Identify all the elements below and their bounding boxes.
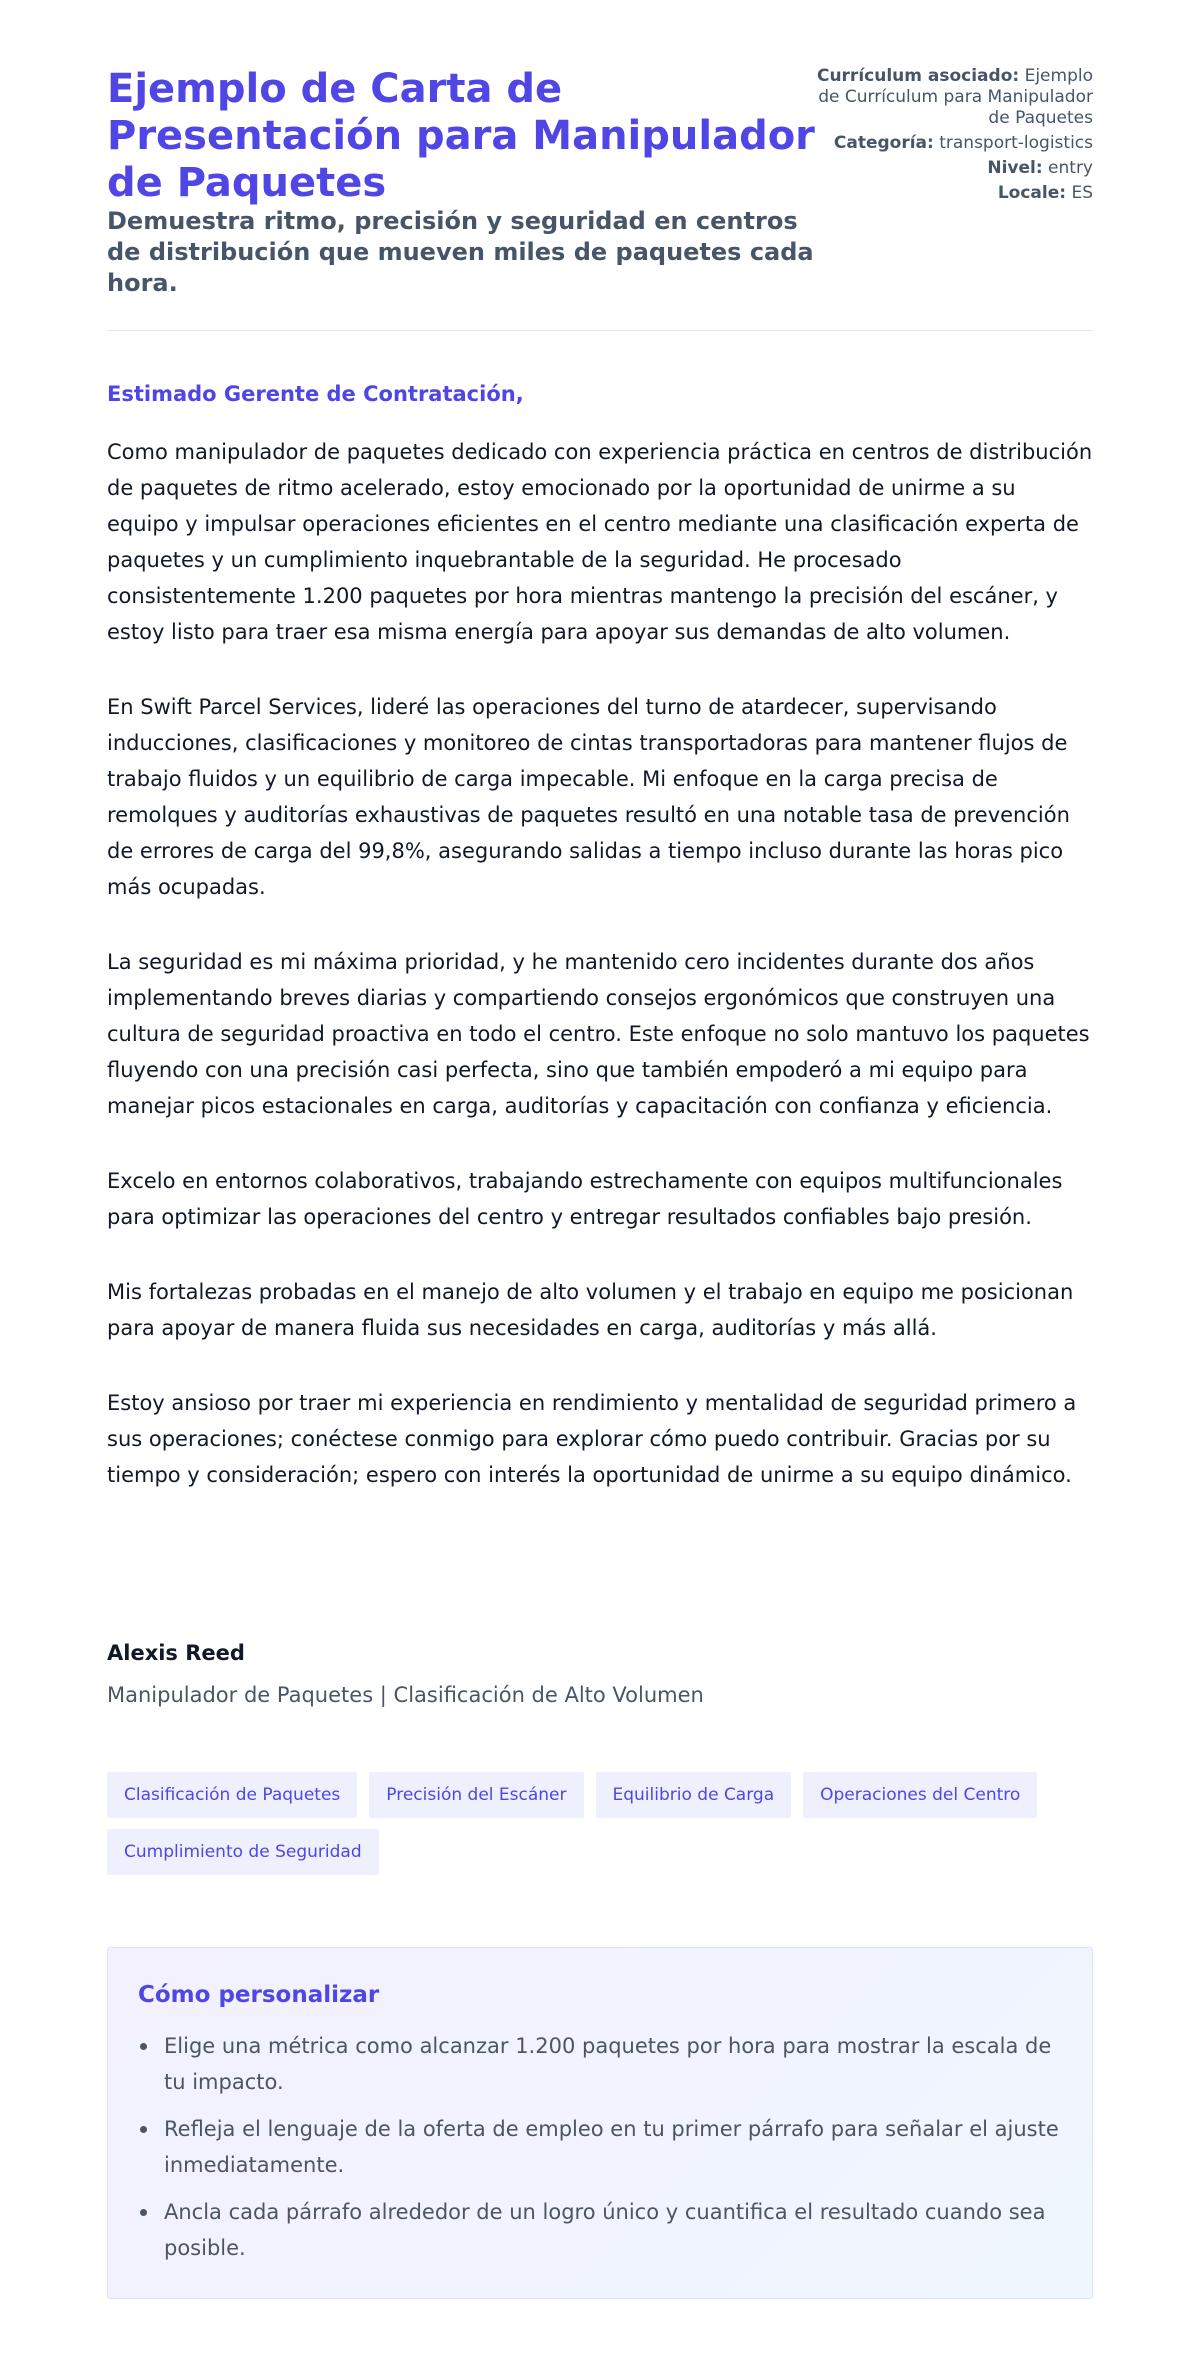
tip-text: Ancla cada párrafo alrededor de un logro único y cuantifica el resultado cuando sea posible. <box>164 2200 1046 2260</box>
meta-label: Nivel: <box>987 158 1043 178</box>
bullet-icon <box>140 2126 147 2133</box>
meta-label: Categoría: <box>833 133 934 153</box>
letter-paragraph: En Swift Parcel Services, lideré las operaciones del turno de atardecer, supervisando inducciones, clasificaciones y monitoreo de cintas transportadoras para mantener flujos de trabajo fluidos y un equilibrio de carga impecable. Mi enfoque en la carga precisa de remolques y auditorías exhaustivas de paquetes resultó en una notable tasa de prevención de errores de carga del 99,8%, asegurando salidas a tiempo incluso durante las horas pico más ocupadas. <box>107 695 1070 899</box>
tip-text: Elige una métrica como alcanzar 1.200 paquetes por hora para mostrar la escala de tu impacto. <box>164 2034 1052 2094</box>
meta-related-resume <box>793 66 1093 129</box>
letter-paragraph: Estoy ansioso por traer mi experiencia en rendimiento y mentalidad de seguridad primero a sus operaciones; conéctese conmigo para explorar cómo puedo contribuir. Gracias por su tiempo y consideración; espero con interés la oportunidad de unirme a su equipo dinámico. <box>107 1391 1077 1487</box>
skill-tag: Equilibrio de Carga <box>596 1772 792 1818</box>
tip-item <box>138 2194 1062 2266</box>
page-header <box>107 0 1093 330</box>
tip-item <box>138 2111 1062 2183</box>
tip-item <box>138 2028 1062 2100</box>
skill-tag: Precisión del Escáner <box>369 1772 583 1818</box>
customization-tips-box <box>107 1947 1093 2299</box>
skill-tag: Operaciones del Centro <box>803 1772 1037 1818</box>
bullet-icon <box>140 2209 147 2216</box>
meta-label: Locale: <box>997 183 1067 203</box>
meta-category <box>793 133 1093 154</box>
cover-letter-page <box>107 0 1093 2260</box>
tips-title: Cómo personalizar <box>138 1982 380 2008</box>
letter-paragraph: La seguridad es mi máxima prioridad, y he mantenido cero incidentes durante dos años implementando breves diarias y compartiendo consejos ergonómicos que construyen una cultura de seguridad proactiva en todo el centro. Este enfoque no solo mantuvo los paquetes fluyendo con una precisión casi perfecta, sino que también empoderó a mi equipo para manejar picos estacionales en carga, auditorías y capacitación con confianza y eficiencia. <box>107 950 1090 1118</box>
skill-tag: Cumplimiento de Seguridad <box>107 1829 379 1875</box>
letter-greeting: Estimado Gerente de Contratación, <box>107 382 524 406</box>
letter-paragraph: Como manipulador de paquetes dedicado con experiencia práctica en centros de distribución de paquetes de ritmo acelerado, estoy emocionado por la oportunidad de unirme a su equipo y impulsar operaciones eficientes en el centro mediante una clasificación experta de paquetes y un cumplimiento inquebrantable de la seguridad. He procesado consistentemente 1.200 paquetes por hora mientras mantengo la precisión del escáner, y estoy listo para traer esa misma energía para apoyar sus demandas de alto volumen. <box>107 440 1093 644</box>
header-divider <box>107 330 1093 331</box>
meta-value: ES <box>1071 183 1093 203</box>
page-subtitle: Demuestra ritmo, precisión y seguridad en centros de distribución que mueven miles de paquetes cada hora. <box>107 207 814 297</box>
signature-role: Manipulador de Paquetes | Clasificación de Alto Volumen <box>107 1683 704 1707</box>
meta-locale <box>793 183 1093 204</box>
meta-value: transport-logistics <box>939 133 1093 153</box>
metadata-panel <box>793 66 1093 208</box>
bullet-icon <box>140 2043 147 2050</box>
letter-paragraph: Excelo en entornos colaborativos, trabajando estrechamente con equipos multifuncionales para optimizar las operaciones del centro y entregar resultados confiables bajo presión. <box>107 1169 1063 1229</box>
skill-tags <box>107 1772 1093 1875</box>
page-title: Ejemplo de Carta de Presentación para Manipulador de Paquetes <box>107 66 815 206</box>
meta-label: Currículum asociado: <box>816 66 1020 86</box>
signature-name: Alexis Reed <box>107 1641 245 1665</box>
skill-tag: Clasificación de Paquetes <box>107 1772 357 1818</box>
tip-text: Refleja el lenguaje de la oferta de empleo en tu primer párrafo para señalar el ajuste inmediatamente. <box>164 2117 1059 2177</box>
letter-paragraph: Mis fortalezas probadas en el manejo de alto volumen y el trabajo en equipo me posicionan para apoyar de manera fluida sus necesidades en carga, auditorías y más allá. <box>107 1280 1074 1340</box>
letter-body <box>107 434 1093 1532</box>
meta-value: entry <box>1048 158 1093 178</box>
meta-level <box>793 158 1093 179</box>
meta-value: Ejemplo de Currículum para Manipulador de Paquetes <box>818 66 1093 128</box>
tips-list <box>138 2028 1062 2266</box>
